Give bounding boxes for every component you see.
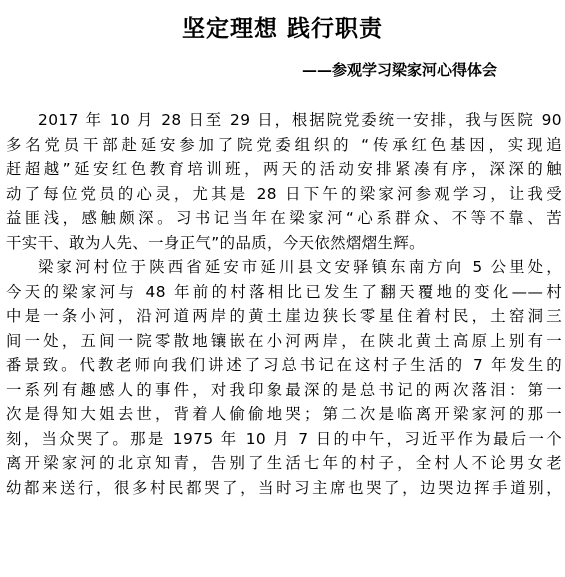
text-line: 刻，当众哭了。那是 1975 年 10 月 7 日的中午，习近平作为最后一个	[6, 429, 562, 448]
text-line: 赶超越”延安红色教育培训班，两天的活动安排紧凑有序，深深的触	[6, 160, 562, 178]
text-line: 梁家河村位于陕西省延安市延川县文安驿镇东南方向 5 公里处，	[38, 258, 562, 276]
document-body	[6, 108, 562, 500]
text-line: 次是得知大姐去世，背着人偷偷地哭；第二次是临离开梁家河的那一	[6, 405, 562, 423]
text-line: 今天的梁家河与 48 年前的村落相比已发生了翻天覆地的变化——村	[6, 282, 562, 301]
text-line: 间一处，五间一院零散地镶嵌在小河两岸，在陕北黄土高原上别有一	[6, 331, 562, 350]
text-line: 离开梁家河的北京知青，告别了生活七年的村子，全村人不论男女老	[6, 454, 562, 472]
text-line: 干实干、敢为人先、一身正气”的品质，今天依然熠熠生辉。	[6, 233, 425, 252]
text-line: 2017 年 10 月 28 日至 29 日，根据院党委统一安排，我与医院 90	[38, 111, 562, 129]
text-line: 益匪浅，感触颇深。习书记当年在梁家河“心系群众、不等不靠、苦	[6, 209, 562, 227]
document-subtitle: ——参观学习梁家河心得体会	[301, 61, 497, 79]
text-line: 动了每位党员的心灵，尤其是 28 日下午的梁家河参观学习，让我受	[6, 184, 562, 203]
paragraph-2	[6, 255, 562, 500]
text-line: 多名党员干部赴延安参加了院党委组织的 “传承红色基因，实现追	[6, 135, 562, 154]
text-line: 番景致。代教老师向我们讲述了习总书记在这村子生活的 7 年发生的	[6, 356, 562, 374]
text-line: 幼都来送行，很多村民都哭了，当时习主席也哭了，边哭边挥手道别，	[6, 478, 562, 497]
paragraph-1	[6, 108, 562, 255]
text-line: 中是一条小河，沿河道两岸的黄土崖边狭长零星住着村民，土窑洞三	[6, 307, 562, 325]
document-title: 坚定理想 践行职责	[181, 15, 383, 42]
text-line: 一系列有趣感人的事件，对我印象最深的是总书记的两次落泪：第一	[6, 380, 562, 399]
